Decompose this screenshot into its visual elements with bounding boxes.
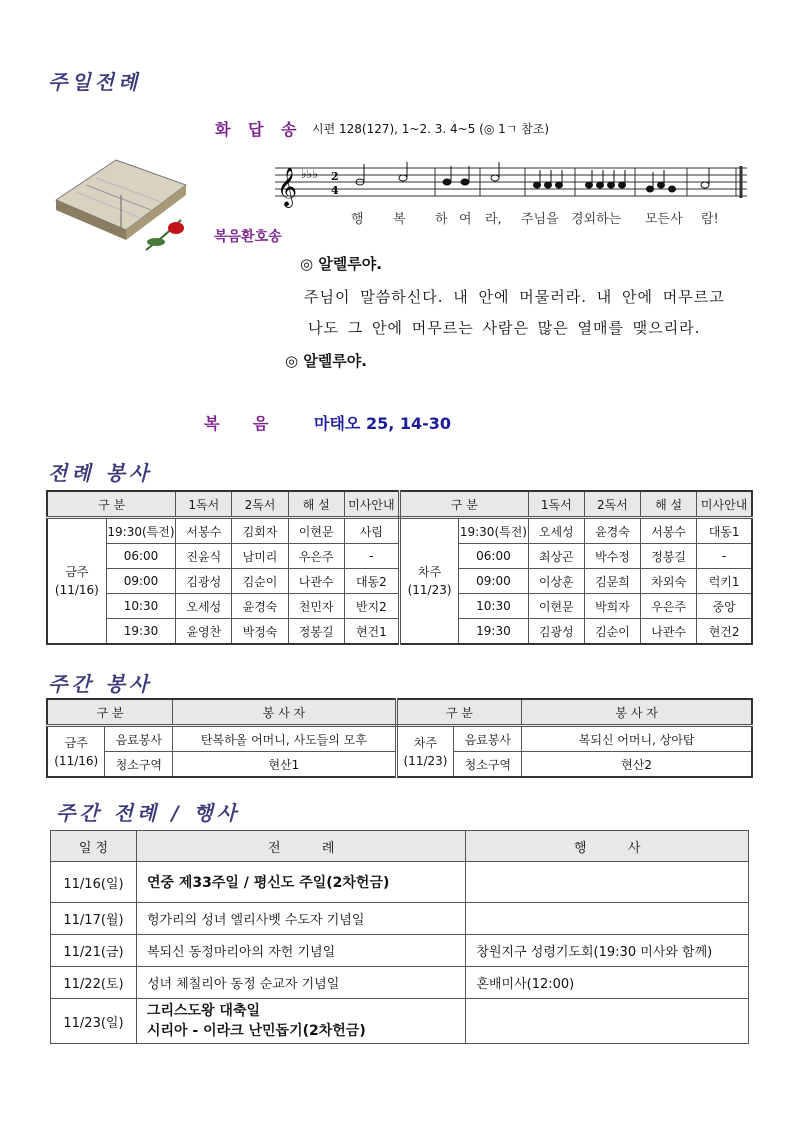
cell: - — [697, 544, 752, 569]
cell: 김순이 — [232, 569, 288, 594]
cell: 나관수 — [641, 619, 697, 645]
weekly-service-table — [46, 698, 753, 778]
lyric: 복 — [393, 212, 406, 227]
cell: 10:30 — [106, 594, 175, 619]
psalm-label: 화 답 송 — [215, 120, 303, 139]
col-header: 구 분 — [47, 491, 176, 518]
cell: 오세성 — [176, 594, 232, 619]
cell: 음료봉사 — [105, 726, 173, 752]
liturgy-cell — [136, 999, 465, 1044]
table-row — [51, 903, 749, 935]
service-table — [46, 490, 753, 645]
svg-text:4: 4 — [331, 184, 339, 197]
lyric: 라, — [485, 212, 502, 227]
cell: 김회자 — [232, 518, 288, 544]
cell: 이상훈 — [528, 569, 584, 594]
cell: 청소구역 — [454, 752, 522, 778]
gospel-reference: 마태오 25, 14-30 — [314, 414, 452, 433]
event-cell — [466, 903, 749, 935]
cell: 19:30 — [459, 619, 528, 645]
cell: 현건2 — [697, 619, 752, 645]
lyric: 모든사 — [645, 212, 683, 227]
event-cell — [466, 862, 749, 903]
cell: 09:00 — [459, 569, 528, 594]
col-header: 미사안내 — [697, 491, 752, 518]
col-header: 미사안내 — [344, 491, 399, 518]
table-row — [47, 518, 752, 544]
col-header: 구 분 — [396, 699, 522, 726]
cell: 윤경숙 — [232, 594, 288, 619]
psalm-reference: 시편 128(127), 1~2. 3. 4~5 (◎ 1ㄱ 참조) — [312, 122, 550, 136]
weekly-liturgy-table — [50, 830, 749, 1044]
table-row — [51, 935, 749, 967]
date-cell: 11/16(일) — [51, 862, 137, 903]
date-cell: 11/17(월) — [51, 903, 137, 935]
svg-text:♭♭♭: ♭♭♭ — [301, 167, 318, 181]
cell: 대동2 — [344, 569, 399, 594]
lyric: 여 — [459, 212, 472, 227]
rose-icon — [168, 222, 184, 234]
cell: 럭키1 — [697, 569, 752, 594]
cell: 나관수 — [288, 569, 344, 594]
gospel-label: 복 음 — [204, 414, 269, 433]
lyric: 람! — [701, 212, 719, 227]
cell: 박수정 — [584, 544, 640, 569]
cell: 우은주 — [288, 544, 344, 569]
cell: 19:30 — [106, 619, 175, 645]
cell: 김광성 — [528, 619, 584, 645]
cell: 김문희 — [584, 569, 640, 594]
cell: 윤영찬 — [176, 619, 232, 645]
bible-illustration — [46, 140, 196, 260]
cell: 김광성 — [176, 569, 232, 594]
cell: 19:30(특전) — [459, 518, 528, 544]
col-header: 2독서 — [232, 491, 288, 518]
table-row — [47, 726, 752, 752]
cell: 진윤식 — [176, 544, 232, 569]
cell: 음료봉사 — [454, 726, 522, 752]
liturgy-line: 그리스도왕 대축일 — [146, 1003, 261, 1019]
week-cell: 금주 (11/16) — [47, 518, 106, 645]
cell: - — [344, 544, 399, 569]
lyric: 행 — [351, 212, 364, 227]
col-header: 1독서 — [528, 491, 584, 518]
cell: 10:30 — [459, 594, 528, 619]
cell: 오세성 — [528, 518, 584, 544]
liturgy-cell: 복되신 동정마리아의 자헌 기념일 — [136, 935, 465, 967]
cell: 복되신 어머니, 상아탑 — [522, 726, 752, 752]
col-header: 행 사 — [466, 831, 749, 862]
col-header: 2독서 — [584, 491, 640, 518]
event-cell: 창원지구 성령기도회(19:30 미사와 함께) — [466, 935, 749, 967]
music-staff — [275, 160, 751, 210]
date-cell: 11/21(금) — [51, 935, 137, 967]
weekly-liturgy-title: 주간 전례 / 행사 — [56, 801, 241, 825]
cell: 서봉수 — [641, 518, 697, 544]
liturgy-line: 시리아 - 이라크 난민돕기(2차헌금) — [146, 1023, 366, 1039]
cell: 남미리 — [232, 544, 288, 569]
cell: 정봉길 — [641, 544, 697, 569]
col-header: 해 설 — [641, 491, 697, 518]
acclamation-line1: 주님이 말씀하신다. 내 안에 머물러라. 내 안에 머무르고 — [304, 288, 725, 306]
cell: 이현문 — [528, 594, 584, 619]
alleluia-open: ◎ 알렐루야. — [300, 255, 382, 273]
table-row — [51, 999, 749, 1044]
cell: 천민자 — [288, 594, 344, 619]
date-cell: 11/23(일) — [51, 999, 137, 1044]
cell: 최상곤 — [528, 544, 584, 569]
weekly-service-title: 주간 봉사 — [48, 672, 153, 696]
cell: 서봉수 — [176, 518, 232, 544]
col-header: 구 분 — [47, 699, 173, 726]
lyric: 경외하는 — [571, 212, 622, 227]
event-cell: 혼배미사(12:00) — [466, 967, 749, 999]
cell: 이현문 — [288, 518, 344, 544]
cell: 대동1 — [697, 518, 752, 544]
cell: 현건1 — [344, 619, 399, 645]
lyric: 주님을 — [521, 212, 559, 227]
liturgy-cell: 성녀 체칠리아 동정 순교자 기념일 — [136, 967, 465, 999]
cell: 윤경숙 — [584, 518, 640, 544]
cell: 김순이 — [584, 619, 640, 645]
cell: 09:00 — [106, 569, 175, 594]
svg-text:2: 2 — [331, 170, 339, 183]
cell: 06:00 — [106, 544, 175, 569]
lyric: 하 — [435, 212, 448, 227]
week-cell: 금주 (11/16) — [47, 726, 105, 778]
gospel-acclamation-label: 복음환호송 — [214, 229, 282, 245]
cell: 탄복하올 어머니, 사도들의 모후 — [173, 726, 396, 752]
cell: 현산1 — [173, 752, 396, 778]
cell: 박희자 — [584, 594, 640, 619]
date-cell: 11/22(토) — [51, 967, 137, 999]
cell: 중앙 — [697, 594, 752, 619]
liturgy-cell: 연중 제33주일 / 평신도 주일(2차헌금) — [136, 862, 465, 903]
alleluia-close: ◎ 알렐루야. — [285, 352, 367, 370]
col-header: 1독서 — [176, 491, 232, 518]
cell: 현산2 — [522, 752, 752, 778]
liturgy-cell: 헝가리의 성녀 엘리사벳 수도자 기념일 — [136, 903, 465, 935]
treble-clef-icon: 𝄞 — [277, 167, 298, 207]
col-header: 해 설 — [288, 491, 344, 518]
cell: 정봉길 — [288, 619, 344, 645]
service-title: 전례 봉사 — [48, 461, 153, 485]
cell: 반지2 — [344, 594, 399, 619]
col-header: 전 례 — [136, 831, 465, 862]
cell: 우은주 — [641, 594, 697, 619]
cell: 06:00 — [459, 544, 528, 569]
acclamation-line2: 나도 그 안에 머무르는 사람은 많은 열매를 맺으리라. — [308, 319, 701, 337]
week-cell: 차주 (11/23) — [399, 518, 458, 645]
cell: 사림 — [344, 518, 399, 544]
col-header: 봉 사 자 — [173, 699, 396, 726]
liturgy-title: 주일전례 — [48, 70, 142, 94]
col-header: 구 분 — [399, 491, 528, 518]
cell: 차외숙 — [641, 569, 697, 594]
table-row — [51, 862, 749, 903]
cell: 박정숙 — [232, 619, 288, 645]
week-cell: 차주 (11/23) — [396, 726, 454, 778]
event-cell — [466, 999, 749, 1044]
table-row — [51, 967, 749, 999]
col-header: 일 정 — [51, 831, 137, 862]
psalm-lyrics — [275, 208, 751, 226]
cell: 청소구역 — [105, 752, 173, 778]
col-header: 봉 사 자 — [522, 699, 752, 726]
cell: 19:30(특전) — [106, 518, 175, 544]
